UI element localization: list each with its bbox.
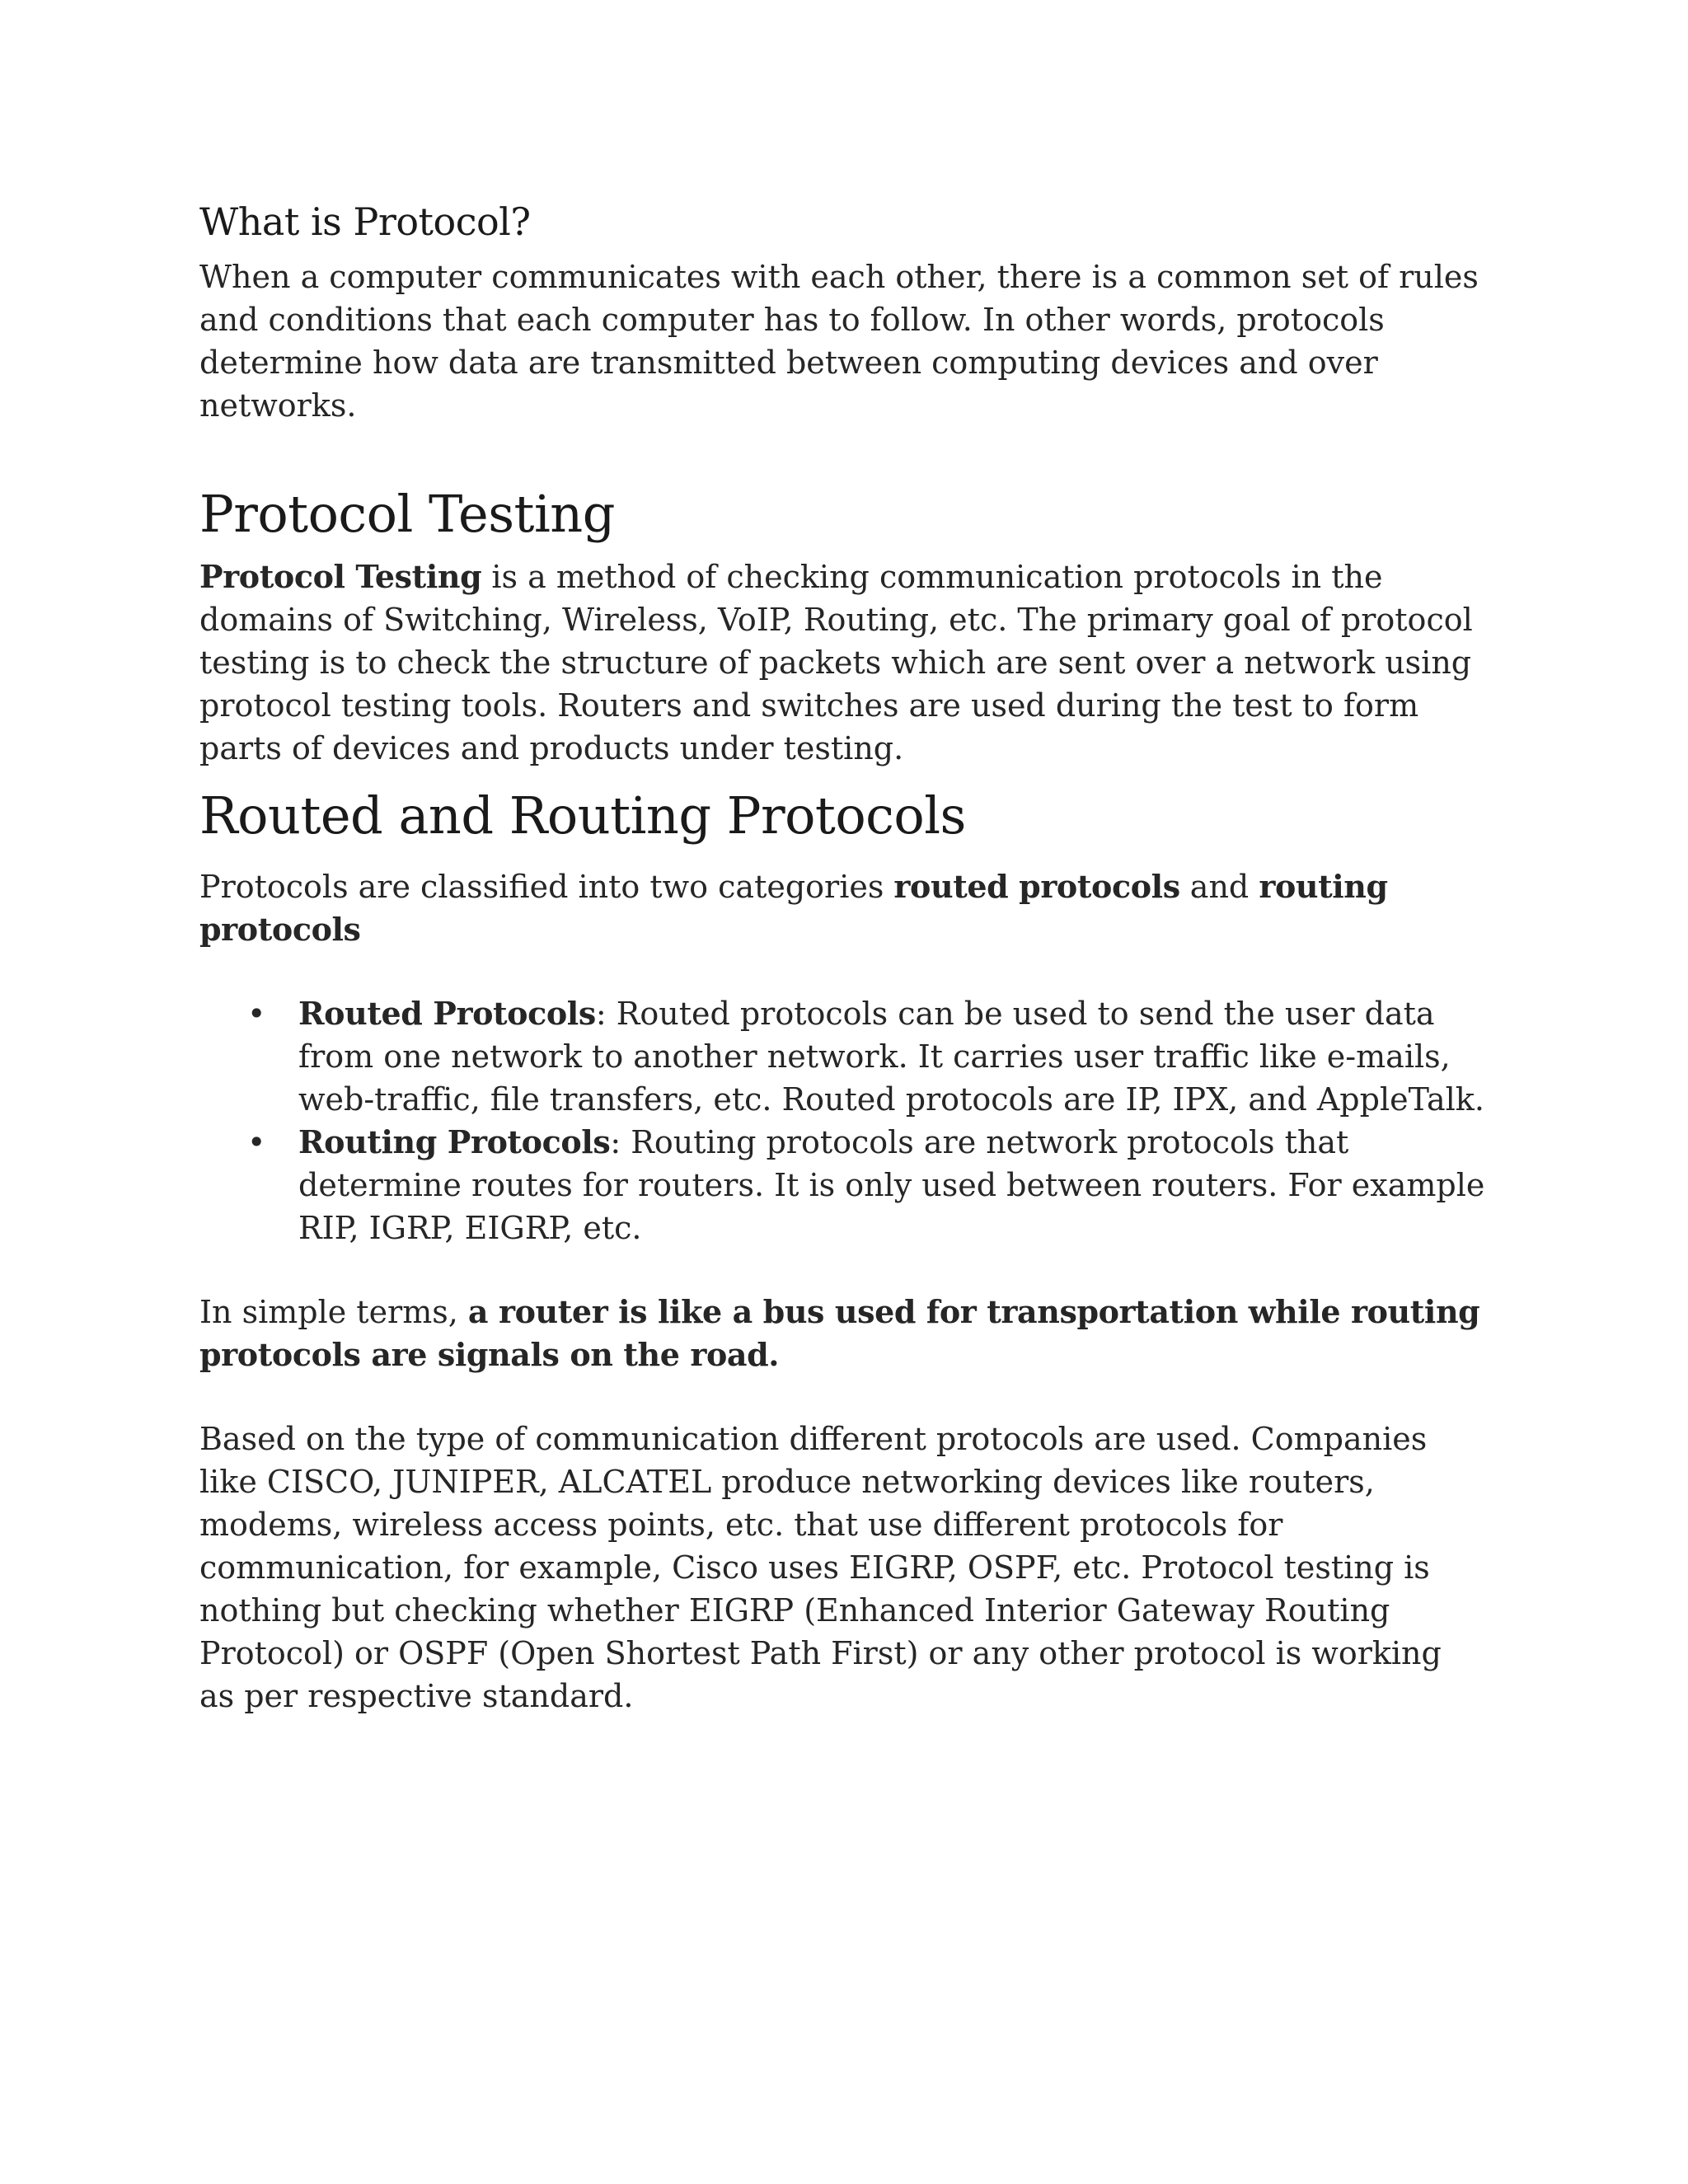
paragraph-protocol-testing xyxy=(199,555,1485,770)
list-item-title: Routing Protocols xyxy=(298,1123,611,1160)
list-item-routed-protocols xyxy=(199,992,1485,1121)
heading-routed-and-routing-protocols: Routed and Routing Protocols xyxy=(199,785,966,846)
list-item-text: : Routing protocols are network protocols that determine routes for routers. It is only used between routers. For example RIP, IGRP, EIGRP, etc. xyxy=(298,1124,1485,1246)
heading-protocol-testing: Protocol Testing xyxy=(199,484,615,544)
paragraph-simple-terms xyxy=(199,1291,1485,1376)
simple-terms-bold: a router is like a bus used for transportation while routing protocols are signals on the road. xyxy=(199,1293,1480,1373)
list-item-routing-protocols xyxy=(199,1121,1485,1249)
categories-and-text: and xyxy=(1179,869,1259,905)
categories-routed-bold: routed protocols xyxy=(893,868,1180,905)
paragraph-closing: Based on the type of communication different protocols are used. Companies like CISCO, JUNIPER, ALCATEL produce networking devices like routers, modems, wireless access points, etc. that use different protocols for communication, for example, Cisco uses EIGRP, OSPF, etc. Protocol testing is nothing but checking whether EIGRP (Enhanced Interior Gateway Routing Protocol) or OSPF (Open Shortest Path First) or any other protocol is working as per respective standard. xyxy=(199,1421,1442,1714)
paragraph-protocol-categories xyxy=(199,865,1485,951)
list-item-title: Routed Protocols xyxy=(298,995,596,1032)
heading-what-is-protocol: What is Protocol? xyxy=(199,199,531,244)
protocol-testing-bold-lead: Protocol Testing xyxy=(199,558,482,595)
bullet-icon: • xyxy=(247,996,266,1032)
categories-intro-text: Protocols are classified into two categories xyxy=(199,869,894,905)
document-page xyxy=(199,196,1485,1718)
protocol-testing-text: is a method of checking communication protocols in the domains of Switching, Wireless, VoIP, Routing, etc. The primary goal of protocol testing is to check the structure of packets which are sent over a network using protocol testing tools. Routers and switches are used during the test to form parts of devices and products under testing. xyxy=(199,559,1473,766)
protocol-types-list xyxy=(199,992,1485,1249)
list-item-text: : Routed protocols can be used to send the user data from one network to another network. It carries user traffic like e-mails, web-traffic, file transfers, etc. Routed protocols are IP, IPX, and AppleTalk. xyxy=(298,996,1484,1118)
paragraph-what-is-protocol: When a computer communicates with each other, there is a common set of rules and conditions that each computer has to follow. In other words, protocols determine how data are transmitted between computing devices and over networks. xyxy=(199,259,1479,424)
categories-routing-bold: routing protocols xyxy=(199,868,1388,948)
simple-terms-prefix: In simple terms, xyxy=(199,1294,468,1330)
bullet-icon: • xyxy=(247,1124,266,1160)
